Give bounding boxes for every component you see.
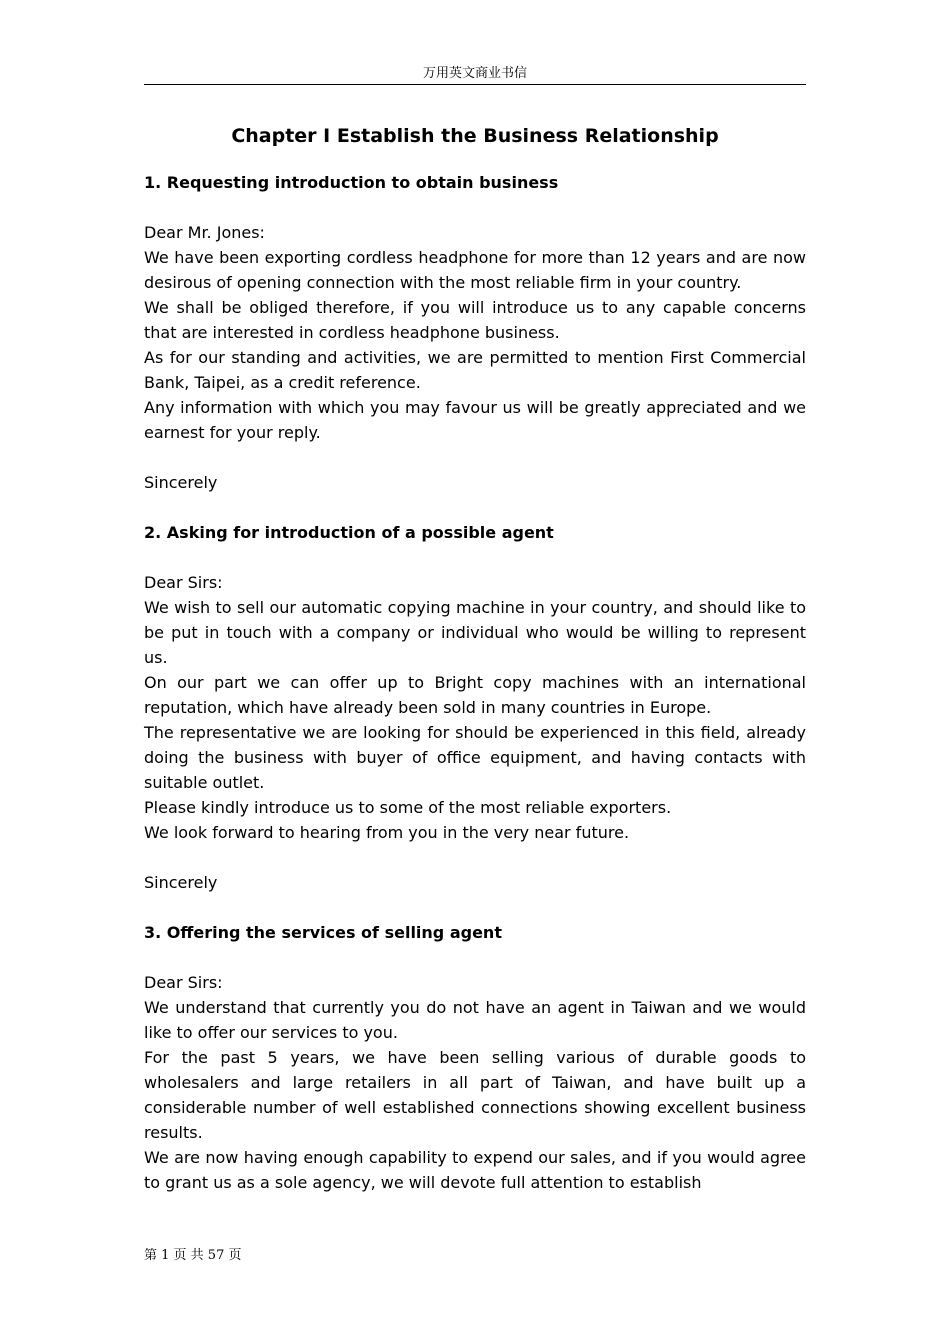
page-footer <box>144 1246 241 1266</box>
paragraph: We wish to sell our automatic copying machine in your country, and should like to be put in touch with a company or individual who would be willing to represent us. <box>144 598 806 667</box>
paragraph: We look forward to hearing from you in the very near future. <box>144 823 630 842</box>
letter-section-3 <box>144 920 806 1195</box>
section-title: 3. Offering the services of selling agent <box>144 923 502 942</box>
salutation: Dear Sirs: <box>144 573 223 592</box>
paragraph: For the past 5 years, we have been selling various of durable goods to wholesalers and large retailers in all part of Taiwan, and have built up a considerable number of well established connections showing excellent business results. <box>144 1048 806 1142</box>
spacer <box>144 195 806 220</box>
spacer <box>144 845 806 870</box>
letter-section-1 <box>144 170 806 520</box>
paragraph: We understand that currently you do not have an agent in Taiwan and we would like to offer our services to you. <box>144 998 806 1042</box>
paragraph: As for our standing and activities, we are permitted to mention First Commercial Bank, Taipei, as a credit reference. <box>144 348 806 392</box>
paragraph: On our part we can offer up to Bright copy machines with an international reputation, which have already been sold in many countries in Europe. <box>144 673 806 717</box>
page-number: 第 1 页 共 57 页 <box>144 1248 242 1263</box>
section-title: 1. Requesting introduction to obtain business <box>144 173 559 192</box>
letter-section-2 <box>144 520 806 920</box>
document-body <box>144 120 806 1195</box>
paragraph: Any information with which you may favour us will be greatly appreciated and we earnest for your reply. <box>144 398 806 442</box>
paragraph: Please kindly introduce us to some of the most reliable exporters. <box>144 798 672 817</box>
spacer <box>144 495 806 520</box>
spacer <box>144 895 806 920</box>
header-title: 万用英文商业书信 <box>422 66 527 81</box>
paragraph: We shall be obliged therefore, if you will introduce us to any capable concerns that are interested in cordless headphone business. <box>144 298 806 342</box>
spacer <box>144 445 806 470</box>
closing: Sincerely <box>144 473 218 492</box>
closing: Sincerely <box>144 873 218 892</box>
paragraph: We are now having enough capability to expend our sales, and if you would agree to grant us as a sole agency, we will devote full attention to establish <box>144 1148 806 1192</box>
spacer <box>144 545 806 570</box>
page-header <box>144 64 806 85</box>
chapter-title: Chapter I Establish the Business Relationship <box>231 125 719 147</box>
salutation: Dear Sirs: <box>144 973 223 992</box>
paragraph: The representative we are looking for should be experienced in this field, already doing the business with buyer of office equipment, and having contacts with suitable outlet. <box>144 723 806 792</box>
paragraph: We have been exporting cordless headphone for more than 12 years and are now desirous of opening connection with the most reliable firm in your country. <box>144 248 806 292</box>
section-title: 2. Asking for introduction of a possible agent <box>144 523 554 542</box>
salutation: Dear Mr. Jones: <box>144 223 265 242</box>
spacer <box>144 945 806 970</box>
